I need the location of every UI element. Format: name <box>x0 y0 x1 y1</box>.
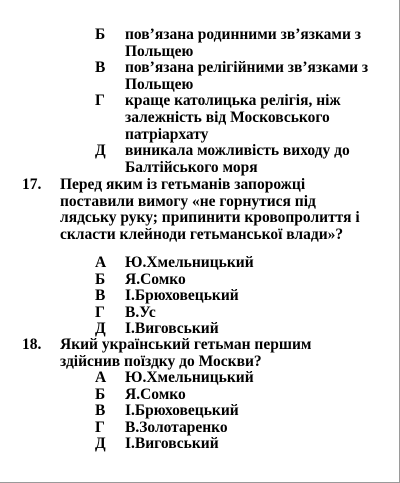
option-text: І.Виговський <box>125 320 219 338</box>
option-text: Я.Сомко <box>125 385 186 403</box>
option-text: І.Брюховецький <box>125 402 239 420</box>
q18-option-v <box>95 403 385 420</box>
option-letter: Г <box>95 92 105 110</box>
option-letter: В <box>95 287 106 305</box>
q17-option-v <box>95 288 385 305</box>
q18-option-h <box>95 420 385 437</box>
option-letter: Г <box>95 303 105 321</box>
option-text: пов’язана релігійними зв’язками з Польщею <box>125 59 369 93</box>
q16-options <box>95 27 385 176</box>
q18-option-a <box>95 370 385 387</box>
q16-option-d <box>95 143 385 176</box>
question-17 <box>22 177 362 243</box>
option-text: І.Виговський <box>125 435 219 453</box>
option-letter: Д <box>95 320 106 338</box>
option-text: пов’язана родинними зв’язками з Польщею <box>125 26 362 60</box>
option-letter: Б <box>95 270 106 288</box>
option-letter: Д <box>95 435 106 453</box>
option-text: Я.Сомко <box>125 270 186 288</box>
option-letter: Б <box>95 385 106 403</box>
q17-options <box>95 255 385 338</box>
option-letter: Б <box>95 26 106 43</box>
option-text: Ю.Хмельницький <box>125 369 254 386</box>
q18-option-d <box>95 436 385 453</box>
question-text: Перед яким із гетьманів запорожці поставили вимогу «не горнутися під лядську руку; припинити кровопролиття і скласти клейноди гетьманської влади»? <box>60 176 360 243</box>
question-18 <box>22 337 362 370</box>
q17-option-b <box>95 272 385 289</box>
option-text: Ю.Хмельницький <box>125 254 254 271</box>
option-text: В.Золотаренко <box>125 418 228 436</box>
option-text: В.Ус <box>125 303 156 321</box>
q16-option-v <box>95 60 385 93</box>
question-text: Який український гетьман першим здійснив поїздку до Москви? <box>60 336 312 370</box>
option-letter: Д <box>95 142 106 160</box>
q17-option-a <box>95 255 385 272</box>
q18-options <box>95 370 385 453</box>
q18-option-b <box>95 387 385 404</box>
option-letter: Г <box>95 418 105 436</box>
option-letter: В <box>95 402 106 420</box>
q17-option-h <box>95 305 385 322</box>
question-number: 18. <box>22 336 42 353</box>
option-letter: А <box>95 254 107 271</box>
option-letter: А <box>95 369 107 386</box>
q16-option-h <box>95 93 385 143</box>
q16-option-b <box>95 27 385 60</box>
option-text: виникала можливість виходу до Балтійського моря <box>125 142 350 176</box>
option-text: І.Брюховецький <box>125 287 239 305</box>
option-text: краще католицька релігія, ніж залежність від Московського патріархату <box>125 92 341 143</box>
option-letter: В <box>95 59 106 77</box>
question-number: 17. <box>22 176 42 193</box>
